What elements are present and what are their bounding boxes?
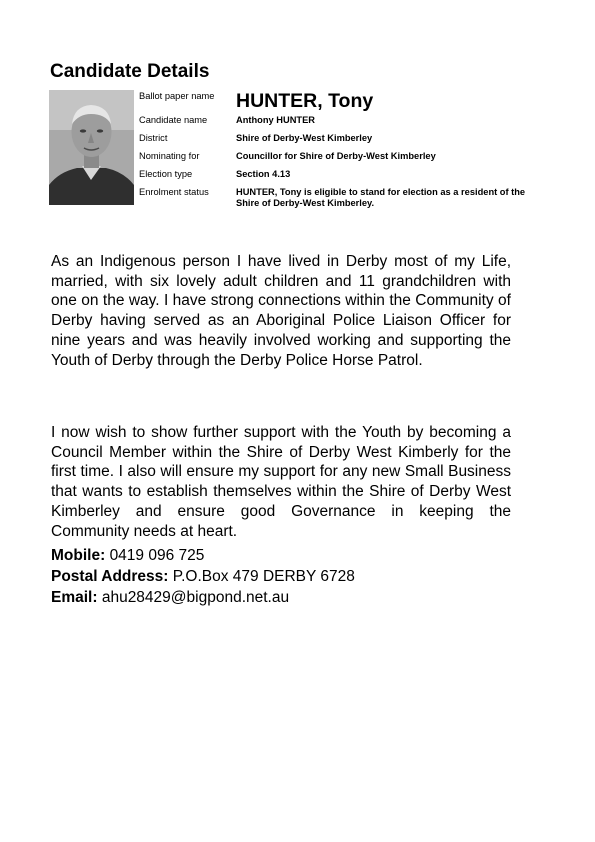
postal-address-label: Postal Address: — [51, 568, 169, 585]
email-label: Email: — [51, 589, 98, 606]
election-type-value: Section 4.13 — [236, 169, 291, 179]
ballot-paper-name-row — [139, 91, 539, 115]
statement-paragraph-2: I now wish to show further support with the Youth by becoming a Council Member within the Shire of Derby West Kimberly for the first time. I also will ensure my support for any new Small Business that wants to establish themselves within the Shire of Derby West Kimberley and ensure good Governance in keeping the Community needs at heart. — [51, 424, 511, 540]
enrolment-status-value: HUNTER, Tony is eligible to stand for election as a resident of the Shire of Derby-West Kimberley. — [236, 187, 526, 208]
candidate-name-label: Candidate name — [139, 115, 208, 125]
candidate-photo — [49, 90, 134, 205]
candidate-portrait-image — [49, 90, 134, 205]
contact-details — [51, 545, 355, 608]
mobile-line — [51, 545, 355, 566]
nominating-for-value: Councillor for Shire of Derby-West Kimberley — [236, 151, 436, 161]
ballot-paper-name-value: HUNTER, Tony — [236, 90, 374, 112]
statement-paragraph-1: As an Indigenous person I have lived in Derby most of my Life, married, with six lovely adult children and 11 grandchildren with one on the way. I have strong connections within the Community of Derby having served as an Aboriginal Police Liaison Officer for nine years and was heavily involved working and supporting the Youth of Derby through the Derby Police Horse Patrol. — [51, 253, 511, 369]
page-title: Candidate Details — [50, 61, 210, 82]
mobile-label: Mobile: — [51, 547, 106, 564]
postal-address-line — [51, 566, 355, 587]
ballot-paper-name-label: Ballot paper name — [139, 91, 215, 101]
nominating-for-label: Nominating for — [139, 151, 200, 161]
candidate-name-value: Anthony HUNTER — [236, 115, 316, 125]
election-type-label: Election type — [139, 169, 193, 179]
candidate-details-table — [139, 90, 539, 209]
election-type-row — [139, 169, 539, 187]
district-label: District — [139, 133, 168, 143]
candidate-name-row — [139, 115, 539, 133]
email-line — [51, 587, 355, 608]
nominating-for-row — [139, 151, 539, 169]
enrolment-status-row — [139, 187, 539, 209]
district-value: Shire of Derby-West Kimberley — [236, 133, 373, 143]
mobile-value: 0419 096 725 — [109, 547, 205, 564]
enrolment-status-label: Enrolment status — [139, 187, 209, 197]
email-value: ahu28429@bigpond.net.au — [101, 589, 290, 606]
postal-address-value: P.O.Box 479 DERBY 6728 — [172, 568, 355, 585]
district-row — [139, 133, 539, 151]
